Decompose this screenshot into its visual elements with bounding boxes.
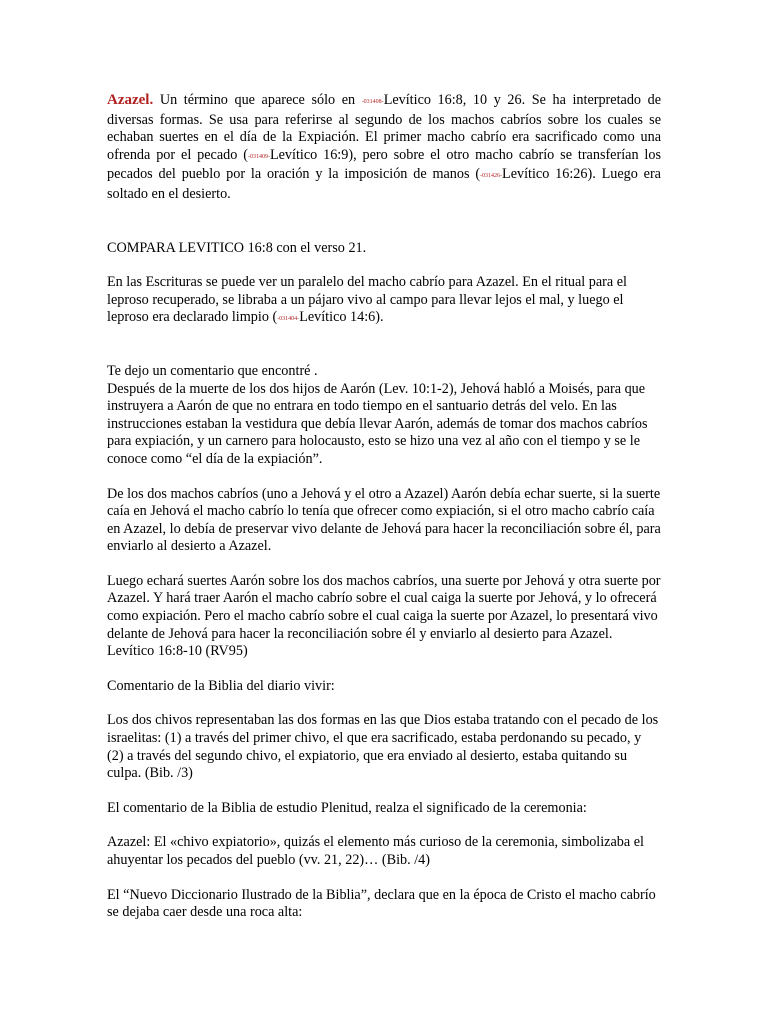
scripture-ref-link[interactable]: -031409- [247,153,270,160]
scripture-ref-link[interactable]: -031408- [361,99,384,105]
paralelo-paragraph [107,274,661,329]
document-page [107,92,661,922]
paragraph-azazel-chivo: Azazel: El «chivo expiatorio», quizás el elemento más curioso de la ceremonia, simbolizaba el ahuyentar los pecados del pueblo (vv. 21, 22)… (Bib. /4) [107,834,644,868]
paragraph-dos-machos: De los dos machos cabríos (uno a Jehová y el otro a Azazel) Aarón debía echar suerte, si la suerte caía en Jehová el macho cabrío lo tenía que ofrecer como expiación, si el otro macho cabrío caía en Azazel, lo debía de preservar vivo delante de Jehová para hacer la reconciliación sobre él, para enviarlo al desierto a Azazel. [107,485,661,555]
paragraph-chivos: Los dos chivos representaban las dos formas en las que Dios estaba tratando con el pecado de los israelitas: (1) a través del primer chivo, el que era sacrificado, estaba perdonando su pecado, y (2) a través del segundo chivo, el expiatorio, que era enviado al desierto, estaba quitando su culpa. (Bib. /3) [107,712,659,782]
compara-line: COMPARA LEVITICO 16:8 con el verso 21. [107,239,367,256]
entry-term: Azazel. [107,92,154,108]
entry-text-1: Un término que aparece sólo en [153,92,362,108]
scripture-ref-link[interactable]: -031404- [277,316,300,323]
paragraph-diccionario: El “Nuevo Diccionario Ilustrado de la Biblia”, declara que en la época de Cristo el macho cabrío se dejaba caer desde una roca alta: [107,886,656,921]
paralelo-text-2: Levítico 14:6). [299,309,384,326]
comentario-intro: Te dejo un comentario que encontré . [107,362,318,379]
entry-text-3: Levítico 16:9), pero sobre el otro macho cabrío se transferían los pecados del pueblo por la oración y la imposición de manos ( [107,146,661,183]
paralelo-text-1: En las Escrituras se puede ver un paralelo del macho cabrío para Azazel. En el ritual para el leproso recuperado, se libraba a un pájaro vivo al campo para llevar lejos el mal, y luego el leproso era declarado limpio ( [107,274,627,326]
paragraph-comentario-biblia: Comentario de la Biblia del diario vivir: [107,677,335,694]
paragraph-luego: Luego echará suertes Aarón sobre los dos machos cabríos, una suerte por Jehová y otra suerte por Azazel. Y hará traer Aarón el macho cabrío sobre el cual caiga la suerte por Jehová, y lo ofrecerá como expiación. Pero el macho cabrío sobre el cual caiga la suerte por Azazel, lo presentará vivo delante de Jehová para hacer la reconciliación sobre él y enviarlo al desierto para Azazel. Levítico 16:8-10 (RV95) [107,572,661,660]
paragraph-plenitud: El comentario de la Biblia de estudio Plenitud, realza el significado de la ceremonia: [107,799,587,816]
paragraph-despues: Después de la muerte de los dos hijos de Aarón (Lev. 10:1-2), Jehová habló a Moisés, para que instruyera a Aarón de que no entrara en todo tiempo en el santuario detrás del velo. En las instrucciones estaban la vestidura que debía llevar Aarón, además de tomar dos machos cabríos para expiación, y un carnero para holocausto, esto se hizo una vez al año con el tiempo y se le conoce como “el día de la expiación”. [107,380,648,467]
entry-text-4: Levítico 16:26). Luego era soltado en el desierto. [107,166,661,202]
entry-text-2: Levítico 16:8, 10 y 26. Se ha interpretado de diversas formas. Se usa para referirse al segundo de los machos cabríos sobre los cuales se echaban suertes en el día de la Expiación. El primer macho cabrío era sacrificado como una ofrenda por el pecado ( [107,92,661,163]
scripture-ref-link[interactable]: -031426- [480,173,503,180]
azazel-entry [107,92,661,204]
